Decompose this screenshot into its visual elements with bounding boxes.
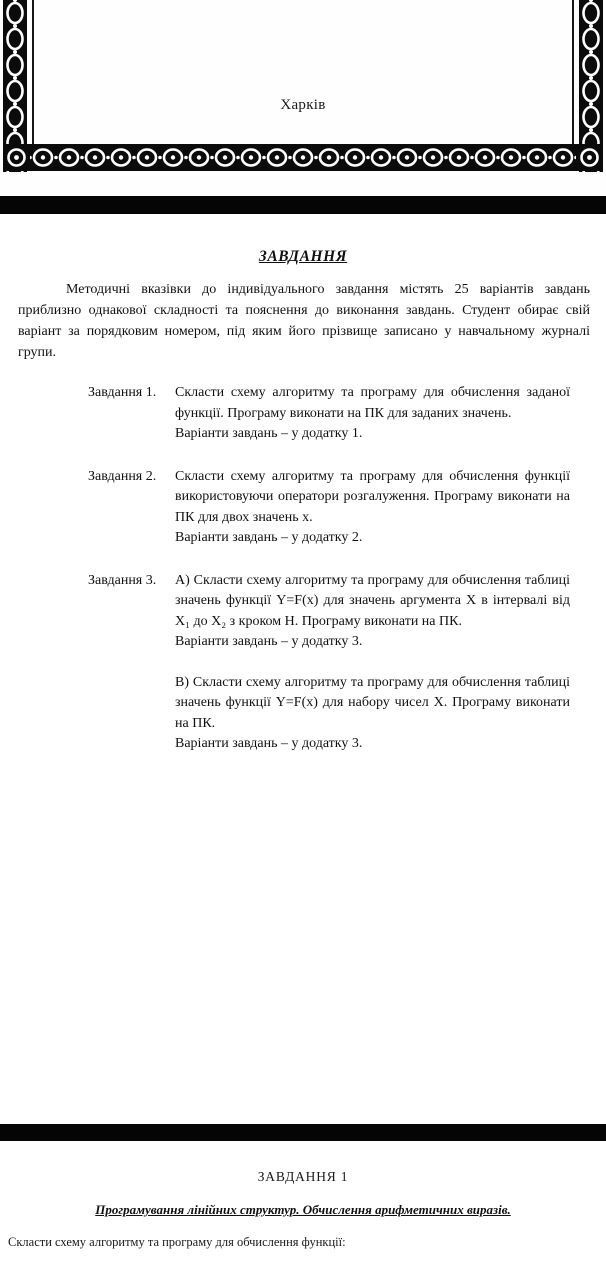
task-label [88, 673, 175, 755]
task-variants: Варіанти завдань – у додатку 3. [175, 736, 363, 751]
ornament-bottom-band-icon [30, 144, 576, 171]
task-body: В) Скласти схему алгоритму та програму для обчислення таблиці значень функції Y=F(x) для набору чисел X. Програму виконати на ПК. [175, 674, 570, 731]
task-label: Завдання 1. [88, 385, 157, 400]
title-page-city: Харків [280, 97, 326, 113]
appendix-title: ЗАВДАННЯ 1 [257, 1169, 349, 1184]
task-text [175, 673, 570, 755]
frame-inner-line-left [32, 0, 34, 144]
task-body: Скласти схему алгоритму та програму для обчислення заданої функції. Програму виконати на ПК для заданих значень. [175, 385, 570, 421]
ornament-corner-right-icon [576, 144, 603, 171]
frame-inner-line-right [572, 0, 574, 144]
page-separator-bar [0, 1124, 606, 1141]
task-label: Завдання 3. [88, 572, 157, 588]
task-item-3b [88, 673, 570, 755]
task-variants: Варіанти завдань – у додатку 2. [175, 530, 363, 545]
ornament-corner-left-icon [3, 144, 30, 171]
task-variants: Варіанти завдань – у додатку 1. [175, 426, 363, 441]
task-body: Скласти схему алгоритму та програму для обчислення функції використовуючи оператори розгалуження. Програму виконати на ПК для двох значень x. [175, 468, 570, 525]
tasks-page [0, 214, 606, 1124]
task-body: А) Скласти схему алгоритму та програму для обчислення таблиці значень функції Y=F(x) для значень аргумента X в інтервалі від X₁ до X₂ з кроком H. Програму виконати на ПК. [175, 572, 570, 629]
appendix-lead-text: Скласти схему алгоритму та програму для обчислення функції: [8, 1235, 346, 1249]
page-title: ЗАВДАННЯ [258, 248, 348, 265]
task-text [175, 571, 570, 653]
task-variants: Варіанти завдань – у додатку 3. [175, 634, 363, 649]
task-list [88, 383, 570, 755]
appendix-page-fragment [0, 1141, 606, 1280]
task-label: Завдання 2. [88, 468, 157, 484]
task-text [175, 383, 570, 445]
task-item-3a [88, 571, 570, 653]
appendix-subtitle: Програмування лінійних структур. Обчислення арифметичних виразів. [95, 1202, 511, 1217]
task-item-2 [88, 467, 570, 549]
page-separator-bar [0, 196, 606, 214]
task-item-1 [88, 383, 570, 445]
title-page-fragment [0, 0, 606, 196]
intro-paragraph: Методичні вказівки до індивідуального завдання містять 25 варіантів завдань приблизно однакової складності та пояснення до виконання завдань. Студент обирає свій варіант за порядковим номером, під яким його прізвище записано у навчальному журналі групи. [18, 282, 590, 360]
task-text [175, 467, 570, 549]
